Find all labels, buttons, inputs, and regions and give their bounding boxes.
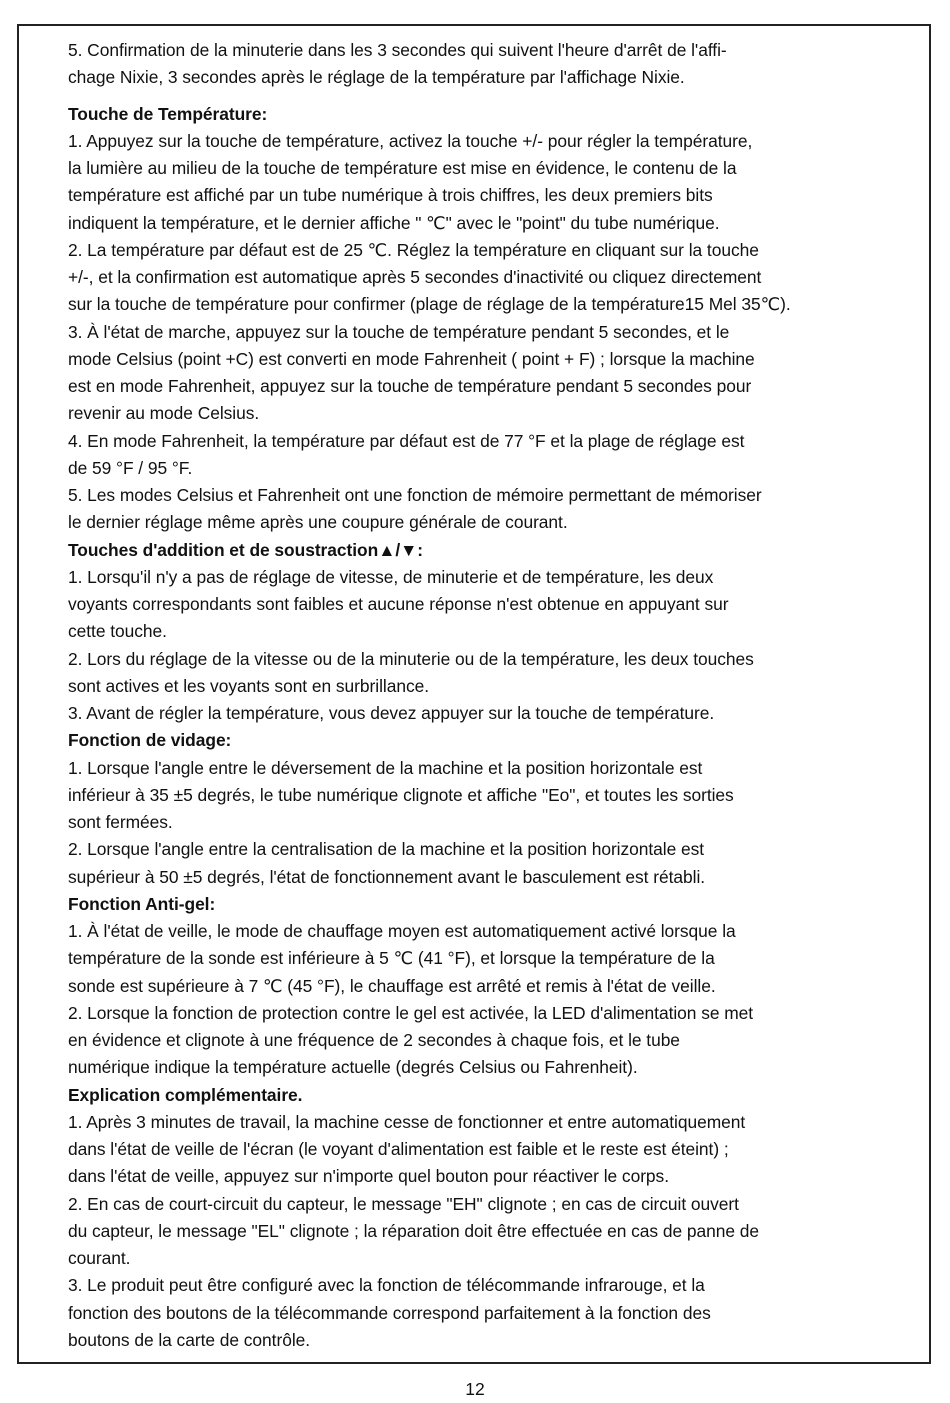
section-heading: Touches d'addition et de soustraction▲/▼: — [68, 539, 424, 560]
text-line: le dernier réglage même après une coupure générale de courant. — [68, 512, 568, 533]
section-heading: Fonction Anti-gel: — [68, 893, 216, 914]
text-line: 2. La température par défaut est de 25 ℃. Réglez la température en cliquant sur la touche — [68, 239, 759, 260]
text-line: 4. En mode Fahrenheit, la température par défaut est de 77 °F et la plage de réglage est — [68, 430, 745, 451]
text-line: du capteur, le message "EL" clignote ; la réparation doit être effectuée en cas de panne de — [68, 1220, 760, 1241]
text-line: est en mode Fahrenheit, appuyez sur la touche de température pendant 5 secondes pour — [68, 376, 752, 396]
section-anti-frost — [68, 891, 918, 1082]
text-line: revenir au mode Celsius. — [68, 403, 260, 424]
text-line: 3. Le produit peut être configuré avec la fonction de télécommande infrarouge, et la — [68, 1275, 705, 1296]
text-line: sont actives et les voyants sont en surbrillance. — [68, 675, 430, 696]
text-line: 1. Appuyez sur la touche de température, activez la touche +/- pour régler la température, — [68, 130, 753, 151]
section-tip-over-function — [68, 727, 918, 891]
text-line: supérieur à 50 ±5 degrés, l'état de fonctionnement avant le basculement est rétabli. — [68, 866, 706, 887]
text-line: 2. En cas de court-circuit du capteur, le message "EH" clignote ; en cas de circuit ouvert — [68, 1193, 739, 1214]
text-line: température de la sonde est inférieure à 5 ℃ (41 °F), et lorsque la température de la — [68, 948, 715, 969]
text-line: sonde est supérieure à 7 ℃ (45 °F), le chauffage est arrêté et remis à l'état de veille. — [68, 975, 716, 996]
text-line: 1. Après 3 minutes de travail, la machine cesse de fonctionner et entre automatiquement — [68, 1111, 746, 1132]
text-line: +/-, et la confirmation est automatique après 5 secondes d'inactivité ou cliquez directement — [68, 267, 762, 287]
text-line: cette touche. — [68, 621, 167, 642]
text-line: de 59 °F / 95 °F. — [68, 457, 193, 478]
text-line: 3. Avant de régler la température, vous devez appuyer sur la touche de température. — [68, 703, 715, 723]
text-line: 1. À l'état de veille, le mode de chauffage moyen est automatiquement activé lorsque la — [68, 921, 736, 941]
text-line: 5. Confirmation de la minuterie dans les 3 secondes qui suivent l'heure d'arrêt de l'affi- — [68, 40, 727, 60]
text-line: 1. Lorsque l'angle entre le déversement de la machine et la position horizontale est — [68, 757, 703, 778]
text-line: chage Nixie, 3 secondes après le réglage de la température par l'affichage Nixie. — [68, 67, 685, 88]
page-number: 12 — [465, 1379, 485, 1399]
text-line: 2. Lorsque la fonction de protection contre le gel est activée, la LED d'alimentation se met — [68, 1002, 754, 1023]
section-heading: Fonction de vidage: — [68, 730, 232, 751]
text-line: 2. Lors du réglage de la vitesse ou de la minuterie ou de la température, les deux touches — [68, 648, 754, 669]
text-line: voyants correspondants sont faibles et aucune réponse n'est obtenue en appuyant sur — [68, 594, 729, 614]
text-line: sont fermées. — [68, 812, 173, 832]
text-line: dans l'état de veille de l'écran (le voyant d'alimentation est faible et le reste est éteint) ; — [68, 1139, 729, 1159]
text-line: 1. Lorsqu'il n'y a pas de réglage de vitesse, de minuterie et de température, les deux — [68, 566, 714, 587]
text-line: 2. Lorsque l'angle entre la centralisation de la machine et la position horizontale est — [68, 839, 705, 860]
section-temperature-key — [68, 101, 918, 537]
text-line: inférieur à 35 ±5 degrés, le tube numérique clignote et affiche "Eo", et toutes les sorties — [68, 784, 734, 805]
text-line: fonction des boutons de la télécommande correspond parfaitement à la fonction des — [68, 1302, 711, 1323]
text-line: indiquent la température, et le dernier affiche " ℃" avec le "point" du tube numérique. — [68, 212, 720, 233]
text-line: dans l'état de veille, appuyez sur n'importe quel bouton pour réactiver le corps. — [68, 1166, 669, 1187]
text-line: courant. — [68, 1248, 131, 1268]
text-line: numérique indique la température actuelle (degrés Celsius ou Fahrenheit). — [68, 1057, 638, 1078]
document-body — [68, 37, 918, 1354]
text-line: la lumière au milieu de la touche de température est mise en évidence, le contenu de la — [68, 158, 737, 178]
section-additional-explanation — [68, 1082, 918, 1355]
text-line: sur la touche de température pour confirmer (plage de réglage de la température15 Mel 35℃). — [68, 294, 791, 315]
text-line: boutons de la carte de contrôle. — [68, 1329, 311, 1350]
section-plus-minus-keys — [68, 537, 918, 728]
text-line: température est affiché par un tube numérique à trois chiffres, les deux premiers bits — [68, 185, 713, 206]
text-line: mode Celsius (point +C) est converti en mode Fahrenheit ( point + F) ; lorsque la machine — [68, 348, 755, 369]
text-line: 3. À l'état de marche, appuyez sur la touche de température pendant 5 secondes, et le — [68, 321, 730, 342]
text-line: 5. Les modes Celsius et Fahrenheit ont une fonction de mémoire permettant de mémoriser — [68, 485, 762, 505]
text-line: en évidence et clignote à une fréquence de 2 secondes à chaque fois, et le tube — [68, 1030, 680, 1050]
section-heading: Touche de Température: — [68, 103, 268, 124]
section-heading: Explication complémentaire. — [68, 1084, 303, 1105]
paragraph-gap — [68, 92, 918, 101]
intro-paragraph — [68, 37, 918, 92]
